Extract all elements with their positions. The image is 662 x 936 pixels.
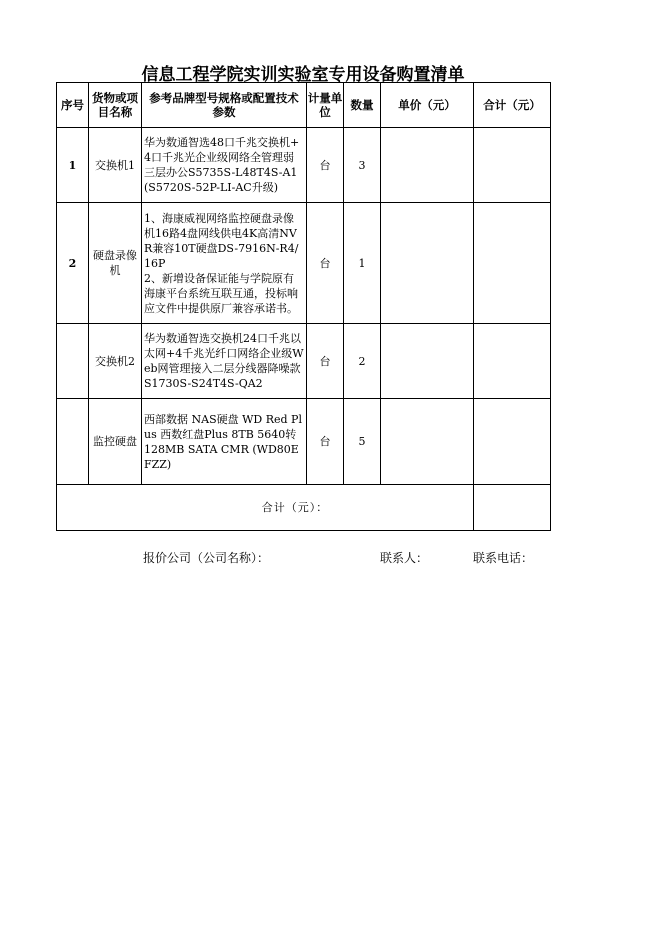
row-unit: 台 [307,399,344,485]
row-qty: 3 [344,128,381,203]
row-unit-price[interactable] [381,203,474,324]
page-title: 信息工程学院实训实验室专用设备购置清单 [141,65,465,85]
row-spec [142,203,307,324]
row-total[interactable] [474,128,551,203]
header-qty: 数量 [344,83,381,128]
row-spec: 华为数通智选交换机24口千兆以太网+4千兆光纤口网络企业级Web网管理接入二层分线器降噪款S1730S-S24T4S-QA2 [142,324,307,399]
row-unit: 台 [307,203,344,324]
footer-company-label: 报价公司（公司名称）： [143,551,270,565]
row-qty: 1 [344,203,381,324]
header-unit: 计量单位 [307,83,344,128]
row-seq [57,324,89,399]
row-seq: 1 [57,128,89,203]
row-item-name: 交换机1 [89,128,142,203]
footer-phone-label: 联系电话： [473,551,534,565]
row-item-name: 硬盘录像机 [89,203,142,324]
row-seq: 2 [57,203,89,324]
summary-value[interactable] [474,485,551,531]
row-unit: 台 [307,128,344,203]
table-row [57,324,551,399]
header-unit-price: 单价（元） [381,83,474,128]
row-total[interactable] [474,324,551,399]
row-unit-price[interactable] [381,324,474,399]
summary-row [57,485,551,531]
row-qty: 5 [344,399,381,485]
summary-label: 合计（元）： [57,485,474,531]
row-item-name: 监控硬盘 [89,399,142,485]
row-unit-price[interactable] [381,128,474,203]
header-spec: 参考品牌型号规格或配置技术参数 [142,83,307,128]
header-row [57,83,551,128]
row-unit-price[interactable] [381,399,474,485]
row-spec-line: 1、海康威视网络监控硬盘录像机16路4盘网线供电4K高清NVR兼容10T硬盘DS-7916N-R4/16P [144,211,299,270]
row-qty: 2 [344,324,381,399]
footer-contact-label: 联系人： [380,551,429,565]
row-spec: 华为数通智选48口千兆交换机+4口千兆光企业级网络全管理弱三层办公S5735S-L48T4S-A1(S5720S-52P-LI-AC升级) [142,128,307,203]
header-item-name: 货物或项目名称 [89,83,142,128]
row-spec-line: 2、新增设备保证能与学院原有海康平台系统互联互通，投标响应文件中提供原厂兼容承诺书。 [144,271,298,315]
table-row [57,399,551,485]
table-row [57,203,551,324]
header-seq: 序号 [57,83,89,128]
table-row [57,128,551,203]
row-total[interactable] [474,203,551,324]
row-spec: 西部数据 NAS硬盘 WD Red Plus 西数红盘Plus 8TB 5640转 128MB SATA CMR (WD80EFZZ) [142,399,307,485]
row-unit: 台 [307,324,344,399]
header-total: 合计（元） [474,83,551,128]
procurement-table [56,82,551,531]
row-seq [57,399,89,485]
row-total[interactable] [474,399,551,485]
row-item-name: 交换机2 [89,324,142,399]
